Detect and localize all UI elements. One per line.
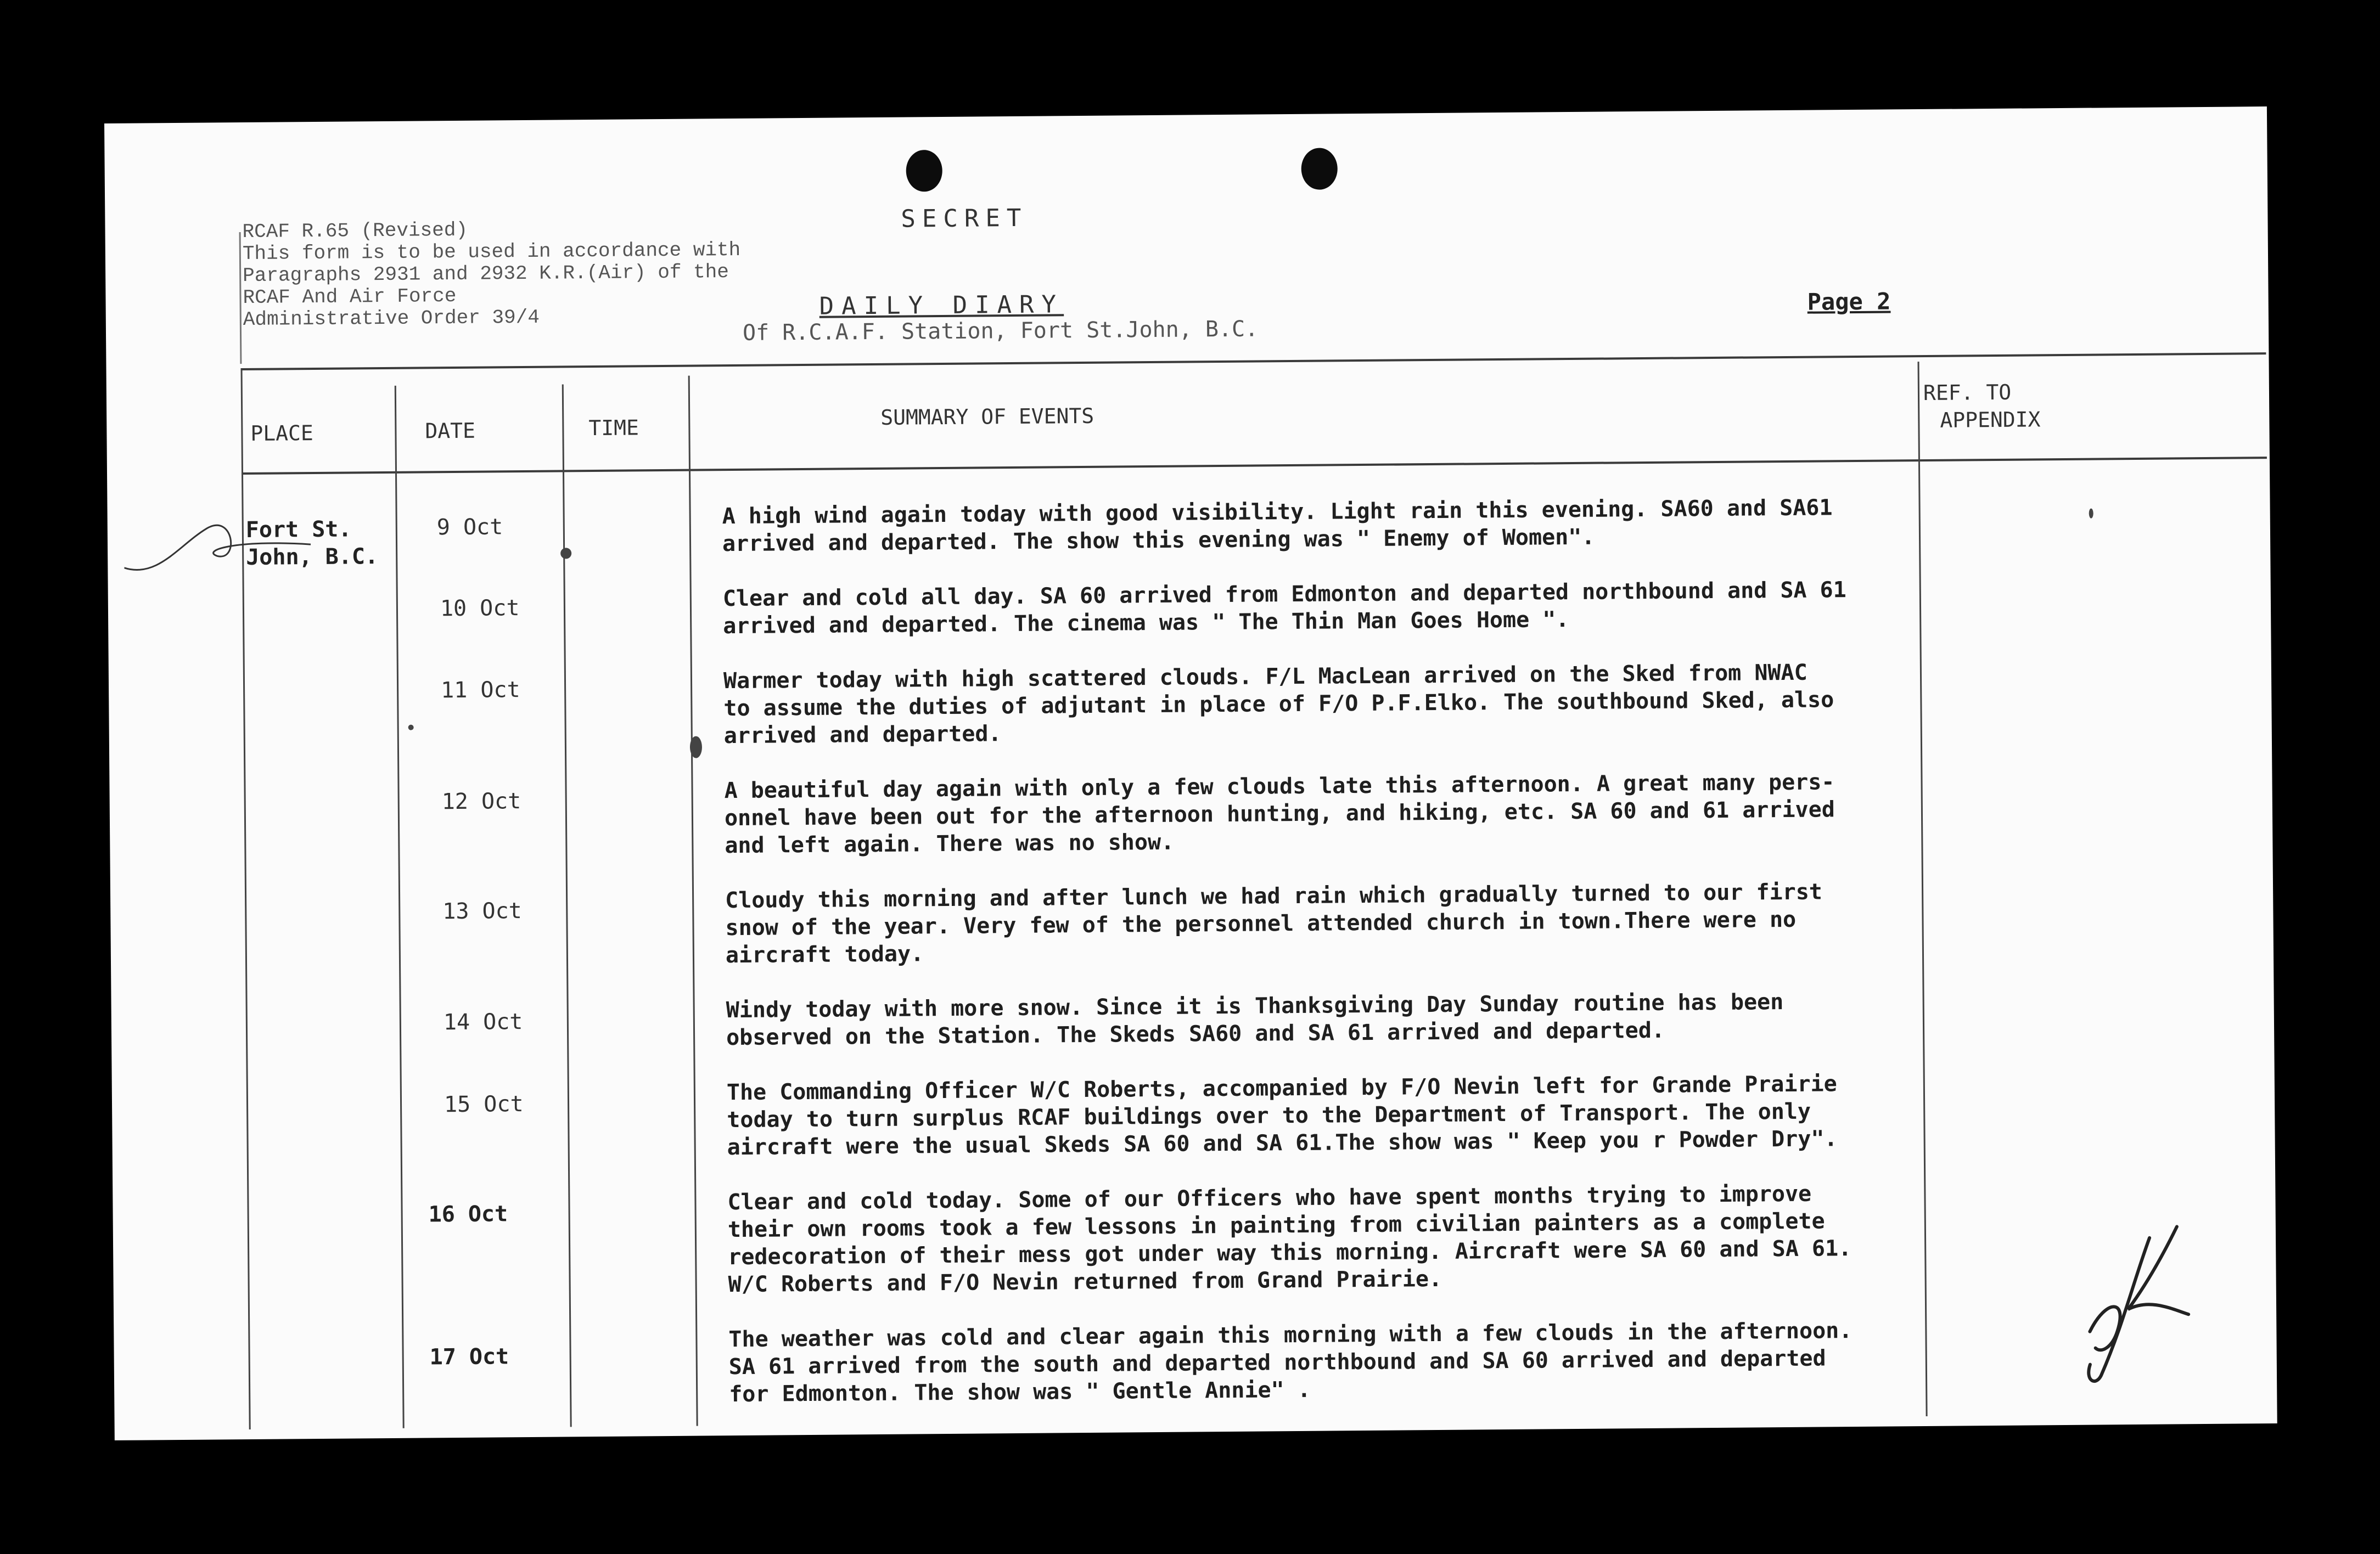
entry-date: 14 Oct: [443, 1009, 523, 1035]
entry-date: 16 Oct: [428, 1201, 508, 1228]
diary-subtitle: Of R.C.A.F. Station, Fort St.John, B.C.: [742, 316, 1259, 346]
entry-summary: Windy today with more snow. Since it is Thanksgiving Day Sunday routine has been observed on the Station. The Skeds SA60 and SA 61 arrived and departed.: [726, 989, 1784, 1051]
entry-summary: The weather was cold and clear again this morning with a few clouds in the afternoon. SA 61 arrived from the south and departed northbound and SA 60 arrived and departed for Edmonton. The show was " Gentle Annie" .: [728, 1318, 1853, 1407]
column-header-place: PLACE: [250, 421, 314, 446]
entry-summary: A high wind again today with good visibility. Light rain this evening. SA60 and SA61 arrived and departed. The show this evening was " Enemy of Women".: [722, 495, 1833, 557]
column-divider-time: [562, 384, 572, 1427]
page-number: Page 2: [1807, 288, 1891, 316]
column-header-ref: REF. TO: [1923, 380, 2012, 405]
place-cell: Fort St. John, B.C.: [245, 516, 379, 570]
table-top-rule: [241, 352, 2266, 370]
form-info-line: This form is to be used in accordance with: [242, 238, 741, 266]
column-header-summary: SUMMARY OF EVENTS: [880, 403, 1094, 430]
column-header-appendix: APPENDIX: [1940, 407, 2041, 432]
entry-summary: Warmer today with high scattered clouds. F/L MacLean arrived on the Sked from NWAC to assume the duties of adjutant in place of F/O P.F.Elko. The southbound Sked, also arrived and departed.: [723, 660, 1834, 749]
entry-date: 13 Oct: [442, 898, 522, 925]
ink-speck: [2089, 509, 2093, 519]
header-bottom-rule: [242, 457, 2267, 475]
entry-summary: Clear and cold today. Some of our Officers who have spent months trying to improve their own rooms took a few lessons in painting from civilian painters as a complete redecoration of their mess got under way this morning. Aircraft were SA 60 and SA 61. W/C Roberts and F/O Nevin returned from Grand Prairie.: [727, 1181, 1852, 1298]
diary-title: DAILY DIARY: [819, 290, 1064, 320]
form-info-bar: [239, 232, 242, 364]
ink-speck: [690, 736, 702, 758]
entry-date: 11 Oct: [440, 677, 520, 703]
ink-speck: [560, 548, 571, 559]
margin-pen-stroke-icon: [124, 495, 322, 606]
entry-date: 17 Oct: [429, 1344, 509, 1370]
form-info-line: RCAF R.65 (Revised): [242, 218, 468, 244]
handwritten-initials-icon: [2067, 1215, 2211, 1392]
column-divider-summary: [688, 376, 698, 1426]
form-info-line: RCAF And Air Force: [243, 284, 457, 309]
entry-summary: A beautiful day again with only a few clouds late this afternoon. A great many pers- onnel have been out for the afternoon hunting, and hiking, etc. SA 60 and 61 arrived and left again. There was no show.: [724, 769, 1835, 859]
entry-date: 10 Oct: [440, 595, 520, 622]
ink-speck: [408, 725, 414, 730]
entry-summary: The Commanding Officer W/C Roberts, accompanied by F/O Nevin left for Grande Prairie today to turn surplus RCAF buildings over to the Department of Transport. The only aircraft were the usual Skeds SA 60 and SA 61.The show was " Keep you r Powder Dry".: [726, 1071, 1838, 1161]
column-divider-date: [395, 386, 405, 1428]
entry-summary: Cloudy this morning and after lunch we had rain which gradually turned to our first snow of the year. Very few of the personnel attended church in town.There were no aircraft today.: [725, 879, 1823, 969]
column-header-date: DATE: [425, 418, 476, 443]
entry-date: 9 Oct: [436, 514, 503, 540]
column-header-time: TIME: [588, 415, 639, 441]
classification-label: SECRET: [901, 204, 1028, 233]
entry-summary: Clear and cold all day. SA 60 arrived from Edmonton and departed northbound and SA 61 arrived and departed. The cinema was " The Thin Man Goes Home ".: [722, 577, 1846, 639]
column-divider-ref: [1918, 362, 1928, 1416]
punch-hole-left: [906, 150, 942, 192]
form-info-block: [242, 217, 741, 331]
punch-hole-right: [1301, 148, 1338, 190]
entry-date: 15 Oct: [444, 1091, 524, 1118]
diary-page: [104, 106, 2277, 1440]
form-info-line: Administrative Order 39/4: [243, 306, 540, 331]
form-info-line: Paragraphs 2931 and 2932 K.R.(Air) of the: [243, 261, 729, 288]
entry-date: 12 Oct: [441, 789, 521, 815]
